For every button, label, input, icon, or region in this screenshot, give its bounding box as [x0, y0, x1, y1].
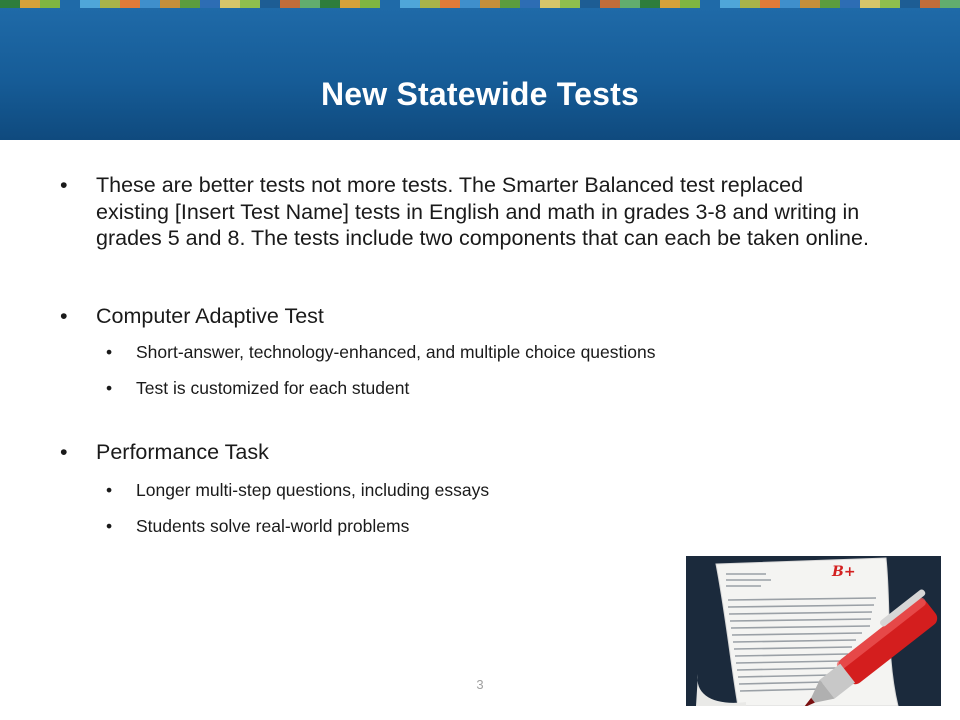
stripe-segment [240, 0, 260, 8]
title-banner [0, 8, 960, 140]
stripe-segment [60, 0, 80, 8]
stripe-segment [700, 0, 720, 8]
bullet-dot: • [106, 378, 113, 398]
stripe-segment [680, 0, 700, 8]
bullet-text: Computer Adaptive Test [96, 303, 324, 328]
stripe-segment [640, 0, 660, 8]
sub-bullet-text: Short-answer, technology-enhanced, and multiple choice questions [136, 342, 656, 362]
stripe-segment [100, 0, 120, 8]
stripe-segment [440, 0, 460, 8]
stripe-segment [40, 0, 60, 8]
stripe-segment [820, 0, 840, 8]
slide-title: New Statewide Tests [321, 76, 639, 112]
bullet-item [60, 439, 880, 466]
sub-bullet-item [60, 479, 880, 501]
bullet-item [60, 172, 880, 252]
stripe-segment [920, 0, 940, 8]
bullet-list [60, 172, 880, 537]
stripe-segment [20, 0, 40, 8]
stripe-segment [940, 0, 960, 8]
stripe-segment [340, 0, 360, 8]
page-number: 3 [476, 677, 484, 692]
sub-bullet-text: Test is customized for each student [136, 378, 410, 398]
sub-bullet-item [60, 377, 880, 399]
stripe-segment [620, 0, 640, 8]
stripe-segment [80, 0, 100, 8]
stripe-segment [140, 0, 160, 8]
stripe-segment [300, 0, 320, 8]
stripe-segment [280, 0, 300, 8]
stripe-segment [580, 0, 600, 8]
sub-bullet-text: Students solve real-world problems [136, 515, 410, 536]
stripe-segment [520, 0, 540, 8]
bullet-dot: • [60, 173, 68, 197]
stripe-segment [800, 0, 820, 8]
stripe-segment [900, 0, 920, 8]
stripe-segment [480, 0, 500, 8]
graded-essay-illustration [686, 556, 941, 706]
essay-pen-icon [686, 556, 941, 706]
stripe-segment [120, 0, 140, 8]
stripe-segment [460, 0, 480, 8]
stripe-segment [200, 0, 220, 8]
stripe-segment [740, 0, 760, 8]
stripe-segment [540, 0, 560, 8]
stripe-segment [260, 0, 280, 8]
stripe-segment [500, 0, 520, 8]
stripe-segment [660, 0, 680, 8]
bullet-text: These are better tests not more tests. The Smarter Balanced test replaced existing [Insert Test Name] tests in English and math in grades 3-8 and writing in grades 5 and 8. The tests include two components that can each be taken online. [96, 173, 869, 250]
bullet-dot: • [106, 342, 113, 362]
bullet-dot: • [60, 440, 68, 464]
stripe-segment [0, 0, 20, 8]
stripe-segment [840, 0, 860, 8]
stripe-segment [880, 0, 900, 8]
stripe-segment [860, 0, 880, 8]
stripe-segment [600, 0, 620, 8]
bullet-dot: • [106, 479, 113, 500]
sub-bullet-item [60, 341, 880, 363]
stripe-segment [320, 0, 340, 8]
stripe-segment [720, 0, 740, 8]
stripe-segment [760, 0, 780, 8]
sub-bullet-text: Longer multi-step questions, including essays [136, 479, 490, 500]
stripe-segment [180, 0, 200, 8]
stripe-segment [420, 0, 440, 8]
grade-mark: B+ [832, 564, 856, 580]
stripe-segment [360, 0, 380, 8]
bullet-item [60, 303, 880, 330]
stripe-segment [560, 0, 580, 8]
stripe-segment [160, 0, 180, 8]
sub-bullet-item [60, 515, 880, 537]
stripe-segment [220, 0, 240, 8]
stripe-segment [380, 0, 400, 8]
stripe-segment [780, 0, 800, 8]
bullet-text: Performance Task [96, 440, 269, 464]
stripe-segment [400, 0, 420, 8]
bullet-dot: • [60, 303, 68, 328]
bullet-dot: • [106, 515, 113, 536]
decorative-color-stripe [0, 0, 960, 8]
